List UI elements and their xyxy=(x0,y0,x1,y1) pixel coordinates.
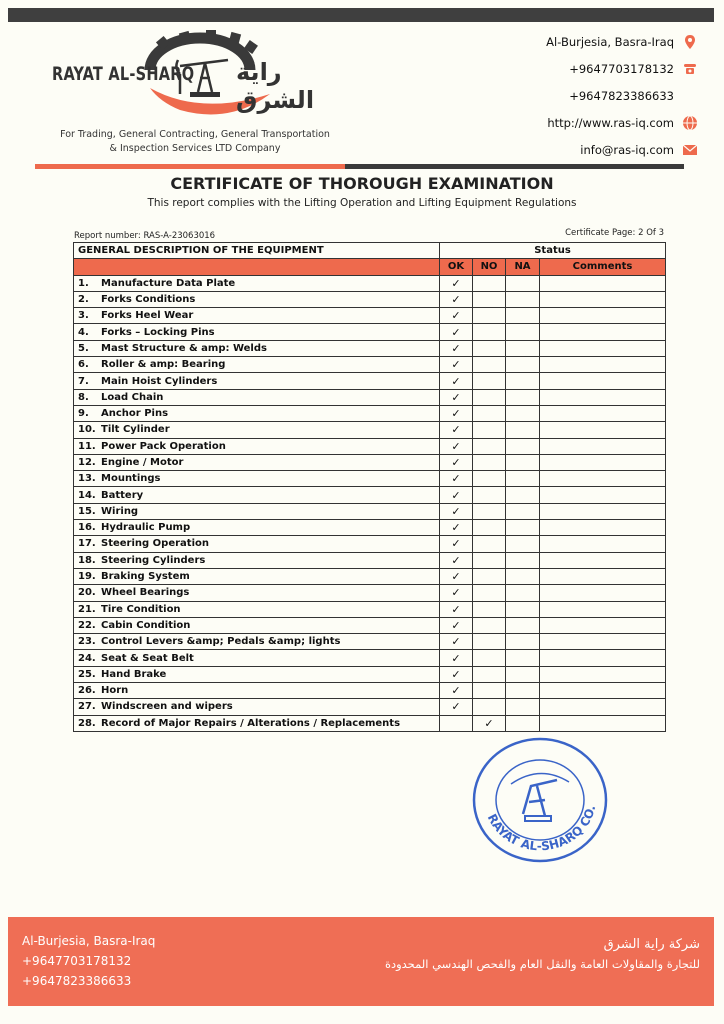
footer-company-desc-ar: للتجارة والمقاولات العامة والنقل العام والفحص الهندسي المحدودة xyxy=(384,957,700,971)
item-description xyxy=(74,666,440,682)
status-no-cell xyxy=(473,389,506,405)
table-row xyxy=(74,634,666,650)
certificate-page: Certificate Page: 2 Of 3 xyxy=(565,228,664,238)
status-na-cell xyxy=(506,340,540,356)
table-row xyxy=(74,405,666,421)
item-label: Anchor Pins xyxy=(101,408,169,420)
item-description xyxy=(74,487,440,503)
footer-contacts xyxy=(22,931,155,991)
item-label: Mountings xyxy=(101,473,161,485)
item-description xyxy=(74,340,440,356)
status-ok-cell: ✓ xyxy=(440,275,473,291)
item-description xyxy=(74,471,440,487)
column-comments: Comments xyxy=(540,259,666,275)
item-label: Hydraulic Pump xyxy=(101,522,191,534)
equipment-table xyxy=(73,242,666,732)
status-no-cell xyxy=(473,568,506,584)
table-row xyxy=(74,601,666,617)
contact-phone-1-text[interactable]: +9647703178132 xyxy=(569,61,674,76)
item-label: Battery xyxy=(101,489,144,501)
table-row xyxy=(74,340,666,356)
item-description xyxy=(74,552,440,568)
item-description xyxy=(74,715,440,731)
status-no-cell xyxy=(473,487,506,503)
status-no-cell xyxy=(473,699,506,715)
comment-cell xyxy=(540,405,666,421)
table-row xyxy=(74,471,666,487)
comment-cell xyxy=(540,617,666,633)
status-na-cell xyxy=(506,601,540,617)
item-number: 8. xyxy=(78,391,89,403)
comment-cell xyxy=(540,552,666,568)
table-row xyxy=(74,650,666,666)
status-ok-cell: ✓ xyxy=(440,601,473,617)
column-no: NO xyxy=(473,259,506,275)
header-status: Status xyxy=(440,243,666,259)
item-label: Forks Conditions xyxy=(101,294,196,306)
item-number: 21. xyxy=(78,603,96,615)
status-no-cell xyxy=(473,357,506,373)
item-label: Mast Structure & amp: Welds xyxy=(101,342,267,354)
item-description xyxy=(74,683,440,699)
status-na-cell xyxy=(506,324,540,340)
comment-cell xyxy=(540,601,666,617)
globe-icon xyxy=(682,115,698,131)
phone-spacer xyxy=(682,88,698,104)
item-description xyxy=(74,650,440,666)
footer-phone-1[interactable]: +9647703178132 xyxy=(22,954,132,968)
table-row xyxy=(74,487,666,503)
status-ok-cell: ✓ xyxy=(440,585,473,601)
comment-cell xyxy=(540,585,666,601)
item-description xyxy=(74,699,440,715)
status-na-cell xyxy=(506,650,540,666)
item-label: Steering Cylinders xyxy=(101,554,206,566)
logo-name-ar: راية الشرق xyxy=(236,58,315,114)
item-label: Horn xyxy=(101,685,129,697)
item-label: Load Chain xyxy=(101,391,164,403)
status-ok-cell: ✓ xyxy=(440,340,473,356)
status-na-cell xyxy=(506,536,540,552)
status-ok-cell: ✓ xyxy=(440,438,473,454)
comment-cell xyxy=(540,275,666,291)
status-no-cell xyxy=(473,683,506,699)
status-na-cell xyxy=(506,617,540,633)
table-row xyxy=(74,357,666,373)
table-row xyxy=(74,536,666,552)
comment-cell xyxy=(540,373,666,389)
column-ok: OK xyxy=(440,259,473,275)
comment-cell xyxy=(540,454,666,470)
status-na-cell xyxy=(506,389,540,405)
item-number: 17. xyxy=(78,538,96,550)
table-row xyxy=(74,617,666,633)
item-label: Control Levers &amp; Pedals &amp; lights xyxy=(101,636,341,648)
comment-cell xyxy=(540,438,666,454)
item-label: Tire Condition xyxy=(101,603,181,615)
document-title: CERTIFICATE OF THOROUGH EXAMINATION xyxy=(170,174,554,193)
status-ok-cell: ✓ xyxy=(440,552,473,568)
envelope-icon xyxy=(682,142,698,158)
status-ok-cell: ✓ xyxy=(440,373,473,389)
item-number: 19. xyxy=(78,571,96,583)
table-row xyxy=(74,438,666,454)
item-number: 22. xyxy=(78,619,96,631)
status-no-cell xyxy=(473,585,506,601)
footer-address: Al-Burjesia, Basra-Iraq xyxy=(22,934,156,948)
status-no-cell xyxy=(473,471,506,487)
status-na-cell xyxy=(506,634,540,650)
status-na-cell xyxy=(506,568,540,584)
item-number: 11. xyxy=(78,440,96,452)
item-description xyxy=(74,520,440,536)
item-label: Braking System xyxy=(101,571,190,583)
footer-arabic xyxy=(385,935,700,973)
item-number: 20. xyxy=(78,587,96,599)
comment-cell xyxy=(540,340,666,356)
status-no-cell xyxy=(473,454,506,470)
location-pin-icon xyxy=(682,34,698,50)
status-no-cell xyxy=(473,373,506,389)
status-no-cell xyxy=(473,340,506,356)
status-ok-cell: ✓ xyxy=(440,666,473,682)
status-na-cell xyxy=(506,666,540,682)
status-no-cell xyxy=(473,308,506,324)
item-number: 23. xyxy=(78,636,96,648)
item-number: 16. xyxy=(78,522,96,534)
item-description xyxy=(74,634,440,650)
status-na-cell xyxy=(506,683,540,699)
status-no-cell xyxy=(473,275,506,291)
item-label: Windscreen and wipers xyxy=(101,701,233,713)
item-number: 18. xyxy=(78,554,96,566)
comment-cell xyxy=(540,291,666,307)
status-ok-cell: ✓ xyxy=(440,308,473,324)
status-no-cell xyxy=(473,666,506,682)
status-ok-cell: ✓ xyxy=(440,650,473,666)
status-ok-cell: ✓ xyxy=(440,536,473,552)
status-no-cell xyxy=(473,520,506,536)
status-no-cell xyxy=(473,422,506,438)
status-no-cell xyxy=(473,601,506,617)
comment-cell xyxy=(540,422,666,438)
item-label: Forks Heel Wear xyxy=(101,310,194,322)
status-no-cell xyxy=(473,503,506,519)
status-ok-cell: ✓ xyxy=(440,454,473,470)
table-row xyxy=(74,666,666,682)
comment-cell xyxy=(540,650,666,666)
status-na-cell xyxy=(506,291,540,307)
status-no-cell xyxy=(473,324,506,340)
status-na-cell xyxy=(506,503,540,519)
table-row xyxy=(74,389,666,405)
status-no-cell xyxy=(473,552,506,568)
status-ok-cell: ✓ xyxy=(440,683,473,699)
footer-company-name-ar: شركة راية الشرق xyxy=(603,937,700,952)
contact-block xyxy=(468,28,698,163)
comment-cell xyxy=(540,324,666,340)
status-na-cell xyxy=(506,422,540,438)
status-no-cell xyxy=(473,405,506,421)
item-label: Steering Operation xyxy=(101,538,209,550)
contact-email[interactable] xyxy=(468,136,698,163)
status-no-cell xyxy=(473,291,506,307)
comment-cell xyxy=(540,308,666,324)
header-divider xyxy=(35,164,684,169)
status-na-cell xyxy=(506,373,540,389)
status-ok-cell: ✓ xyxy=(440,471,473,487)
table-row xyxy=(74,585,666,601)
item-description xyxy=(74,438,440,454)
item-description xyxy=(74,275,440,291)
item-description xyxy=(74,617,440,633)
document-subtitle: This report complies with the Lifting Operation and Lifting Equipment Regulations xyxy=(147,197,577,209)
phone-icon xyxy=(682,61,698,77)
item-label: Hand Brake xyxy=(101,668,167,680)
table-row xyxy=(74,422,666,438)
status-ok-cell: ✓ xyxy=(440,487,473,503)
company-logo xyxy=(40,30,360,125)
status-na-cell xyxy=(506,308,540,324)
status-na-cell xyxy=(506,471,540,487)
item-label: Record of Major Repairs / Alterations / Replacements xyxy=(101,717,401,729)
status-na-cell xyxy=(506,520,540,536)
status-na-cell xyxy=(506,552,540,568)
header-description: GENERAL DESCRIPTION OF THE EQUIPMENT xyxy=(74,243,440,259)
item-number: 9. xyxy=(78,408,89,420)
status-no-cell xyxy=(473,438,506,454)
status-ok-cell: ✓ xyxy=(440,568,473,584)
comment-cell xyxy=(540,520,666,536)
item-description xyxy=(74,308,440,324)
comment-cell xyxy=(540,357,666,373)
item-description xyxy=(74,601,440,617)
status-na-cell xyxy=(506,438,540,454)
subheader-blank xyxy=(74,259,440,275)
table-row xyxy=(74,291,666,307)
item-label: Power Pack Operation xyxy=(101,440,226,452)
status-no-cell xyxy=(473,536,506,552)
item-description xyxy=(74,503,440,519)
status-ok-cell: ✓ xyxy=(440,520,473,536)
status-no-cell: ✓ xyxy=(473,715,506,731)
item-number: 12. xyxy=(78,457,96,468)
status-ok-cell: ✓ xyxy=(440,324,473,340)
status-ok-cell: ✓ xyxy=(440,357,473,373)
table-row xyxy=(74,683,666,699)
item-description xyxy=(74,389,440,405)
item-number: 4. xyxy=(78,326,89,338)
table-row xyxy=(74,568,666,584)
contact-phone-2[interactable] xyxy=(468,82,698,109)
item-number: 27. xyxy=(78,701,96,713)
table-row xyxy=(74,324,666,340)
item-number: 7. xyxy=(78,375,89,387)
status-ok-cell: ✓ xyxy=(440,389,473,405)
status-ok-cell: ✓ xyxy=(440,291,473,307)
status-na-cell xyxy=(506,357,540,373)
item-label: Engine / Motor xyxy=(101,457,184,468)
item-number: 13. xyxy=(78,473,96,485)
company-stamp xyxy=(471,736,609,864)
comment-cell xyxy=(540,487,666,503)
company-tagline xyxy=(50,128,340,156)
item-number: 5. xyxy=(78,342,89,354)
contact-website-link[interactable]: http://www.ras-iq.com xyxy=(547,115,674,130)
table-row xyxy=(74,454,666,470)
footer xyxy=(8,917,714,1006)
contact-address xyxy=(468,28,698,55)
item-label: Main Hoist Cylinders xyxy=(101,375,218,387)
status-no-cell xyxy=(473,650,506,666)
item-description xyxy=(74,405,440,421)
item-label: Seat & Seat Belt xyxy=(101,652,194,664)
table-row xyxy=(74,520,666,536)
status-na-cell xyxy=(506,405,540,421)
status-no-cell xyxy=(473,634,506,650)
comment-cell xyxy=(540,568,666,584)
table-subheader-row xyxy=(74,259,666,275)
item-description xyxy=(74,291,440,307)
item-label: Cabin Condition xyxy=(101,619,191,631)
table-row xyxy=(74,308,666,324)
comment-cell xyxy=(540,389,666,405)
report-number: Report number: RAS-A-23063016 xyxy=(74,231,216,241)
item-number: 15. xyxy=(78,505,96,517)
item-label: Tilt Cylinder xyxy=(101,424,170,436)
stamp-text-en: RAYAT AL-SHARQ CO. xyxy=(484,803,599,854)
comment-cell xyxy=(540,699,666,715)
item-number: 10. xyxy=(78,424,96,436)
contact-email-link[interactable]: info@ras-iq.com xyxy=(580,142,674,157)
logo-name-en: RAYAT AL-SHARQ xyxy=(52,63,195,85)
item-description xyxy=(74,373,440,389)
status-no-cell xyxy=(473,617,506,633)
item-number: 28. xyxy=(78,717,96,729)
item-description xyxy=(74,324,440,340)
contact-address-text: Al-Burjesia, Basra-Iraq xyxy=(546,34,674,49)
comment-cell xyxy=(540,683,666,699)
status-na-cell xyxy=(506,275,540,291)
item-number: 24. xyxy=(78,652,96,664)
tagline-line-1: For Trading, General Contracting, General Transportation xyxy=(60,129,330,140)
item-label: Roller & amp: Bearing xyxy=(101,359,226,371)
table-row xyxy=(74,275,666,291)
item-number: 2. xyxy=(78,294,89,306)
status-na-cell xyxy=(506,585,540,601)
item-number: 25. xyxy=(78,668,96,680)
item-description xyxy=(74,357,440,373)
contact-phone-1[interactable] xyxy=(468,55,698,82)
comment-cell xyxy=(540,536,666,552)
table-row xyxy=(74,373,666,389)
item-label: Wiring xyxy=(101,505,139,517)
status-na-cell xyxy=(506,487,540,503)
status-na-cell xyxy=(506,699,540,715)
item-label: Manufacture Data Plate xyxy=(101,277,236,289)
status-ok-cell: ✓ xyxy=(440,503,473,519)
item-number: 1. xyxy=(78,277,89,289)
status-ok-cell: ✓ xyxy=(440,699,473,715)
status-ok-cell: ✓ xyxy=(440,634,473,650)
footer-phone-2[interactable]: +9647823386633 xyxy=(22,974,132,988)
item-number: 14. xyxy=(78,489,96,501)
item-description xyxy=(74,454,440,470)
table-row xyxy=(74,552,666,568)
item-number: 3. xyxy=(78,310,89,322)
status-ok-cell: ✓ xyxy=(440,422,473,438)
column-na: NA xyxy=(506,259,540,275)
comment-cell xyxy=(540,503,666,519)
tagline-line-2: & Inspection Services LTD Company xyxy=(109,143,281,154)
comment-cell xyxy=(540,471,666,487)
table-row xyxy=(74,715,666,731)
status-ok-cell: ✓ xyxy=(440,405,473,421)
item-description xyxy=(74,536,440,552)
table-row xyxy=(74,503,666,519)
item-description xyxy=(74,568,440,584)
item-label: Forks – Locking Pins xyxy=(101,326,215,338)
item-description xyxy=(74,422,440,438)
status-ok-cell xyxy=(440,715,473,731)
comment-cell xyxy=(540,634,666,650)
table-row xyxy=(74,699,666,715)
comment-cell xyxy=(540,715,666,731)
top-bar xyxy=(8,8,714,22)
item-label: Wheel Bearings xyxy=(101,587,190,599)
status-na-cell xyxy=(506,715,540,731)
table-header-row xyxy=(74,243,666,259)
item-number: 26. xyxy=(78,685,96,697)
item-number: 6. xyxy=(78,359,89,371)
item-description xyxy=(74,585,440,601)
status-ok-cell: ✓ xyxy=(440,617,473,633)
contact-website[interactable] xyxy=(468,109,698,136)
contact-phone-2-text[interactable]: +9647823386633 xyxy=(569,88,674,103)
comment-cell xyxy=(540,666,666,682)
status-na-cell xyxy=(506,454,540,470)
